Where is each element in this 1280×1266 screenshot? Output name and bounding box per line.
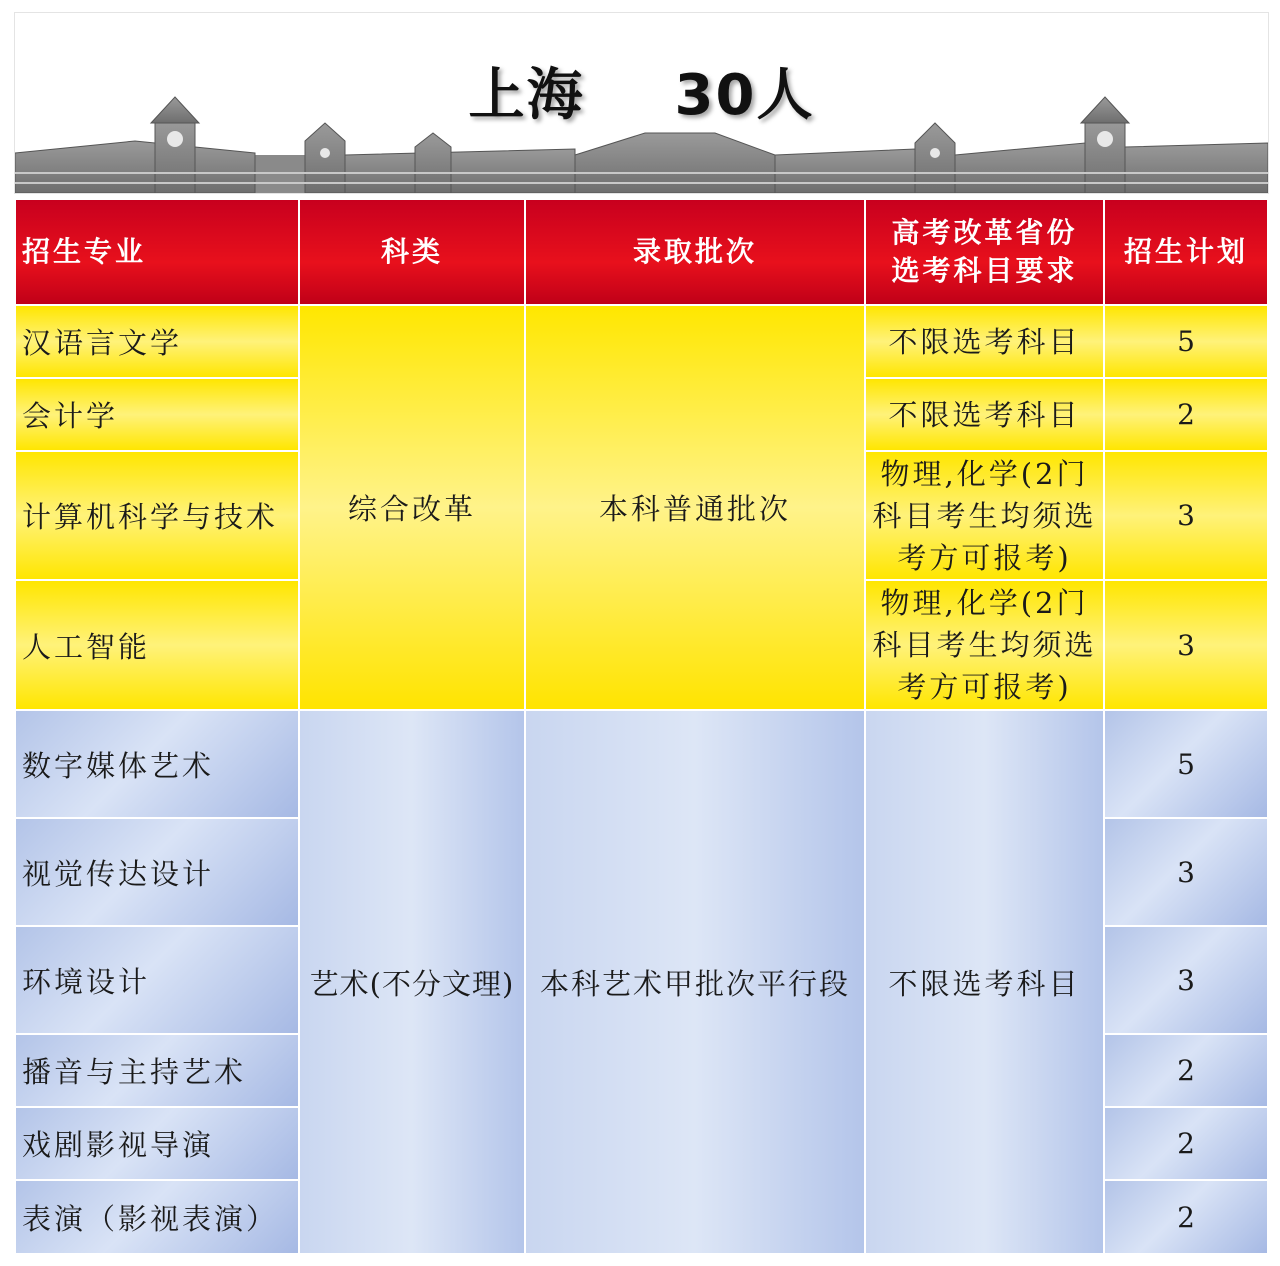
quota-title: 30人 bbox=[674, 63, 815, 128]
region-title: 上海 bbox=[468, 63, 585, 128]
header-banner bbox=[14, 12, 1269, 194]
table-row bbox=[15, 710, 1268, 818]
plan-cell: 2 bbox=[1104, 1107, 1268, 1180]
major-cell: 播音与主持艺术 bbox=[15, 1034, 299, 1107]
header-subject-req-line2: 选考科目要求 bbox=[891, 254, 1078, 287]
campus-skyline-image bbox=[15, 93, 1268, 193]
requirement-cell bbox=[865, 580, 1104, 710]
major-cell: 人工智能 bbox=[15, 580, 299, 710]
plan-cell: 2 bbox=[1104, 1034, 1268, 1107]
plan-cell: 3 bbox=[1104, 580, 1268, 710]
major-cell: 表演（影视表演） bbox=[15, 1180, 299, 1254]
major-cell: 戏剧影视导演 bbox=[15, 1107, 299, 1180]
requirement-line: 考方可报考) bbox=[897, 670, 1072, 704]
plan-cell: 5 bbox=[1104, 710, 1268, 818]
table-row bbox=[15, 305, 1268, 378]
header-subject-requirement bbox=[865, 199, 1104, 305]
requirement-cell bbox=[865, 451, 1104, 580]
major-cell: 视觉传达设计 bbox=[15, 818, 299, 926]
general-batch-cell: 本科普通批次 bbox=[525, 305, 865, 710]
header-subject-req-line1: 高考改革省份 bbox=[891, 216, 1078, 250]
major-cell: 汉语言文学 bbox=[15, 305, 299, 378]
header-major: 招生专业 bbox=[15, 199, 299, 305]
requirement-line: 物理,化学(2门 bbox=[880, 586, 1089, 620]
major-cell: 会计学 bbox=[15, 378, 299, 451]
major-cell: 计算机科学与技术 bbox=[15, 451, 299, 580]
plan-cell: 3 bbox=[1104, 818, 1268, 926]
plan-cell: 3 bbox=[1104, 451, 1268, 580]
major-cell: 数字媒体艺术 bbox=[15, 710, 299, 818]
header-batch: 录取批次 bbox=[525, 199, 865, 305]
requirement-line: 科目考生均须选 bbox=[872, 628, 1097, 662]
requirement-line: 物理,化学(2门 bbox=[880, 456, 1089, 491]
plan-cell: 2 bbox=[1104, 378, 1268, 451]
art-category-cell: 艺术(不分文理) bbox=[299, 710, 525, 1254]
major-cell: 环境设计 bbox=[15, 926, 299, 1034]
requirement-line: 考方可报考) bbox=[897, 540, 1072, 575]
art-batch-cell: 本科艺术甲批次平行段 bbox=[525, 710, 865, 1254]
header-plan: 招生计划 bbox=[1104, 199, 1268, 305]
general-category-cell: 综合改革 bbox=[299, 305, 525, 710]
plan-cell: 2 bbox=[1104, 1180, 1268, 1254]
requirement-cell: 不限选考科目 bbox=[865, 378, 1104, 451]
header-row bbox=[15, 199, 1268, 305]
plan-cell: 5 bbox=[1104, 305, 1268, 378]
art-requirement-cell: 不限选考科目 bbox=[865, 710, 1104, 1254]
requirement-line: 科目考生均须选 bbox=[872, 498, 1097, 533]
enrollment-table bbox=[14, 198, 1267, 1253]
requirement-cell: 不限选考科目 bbox=[865, 305, 1104, 378]
header-category: 科类 bbox=[299, 199, 525, 305]
plan-cell: 3 bbox=[1104, 926, 1268, 1034]
